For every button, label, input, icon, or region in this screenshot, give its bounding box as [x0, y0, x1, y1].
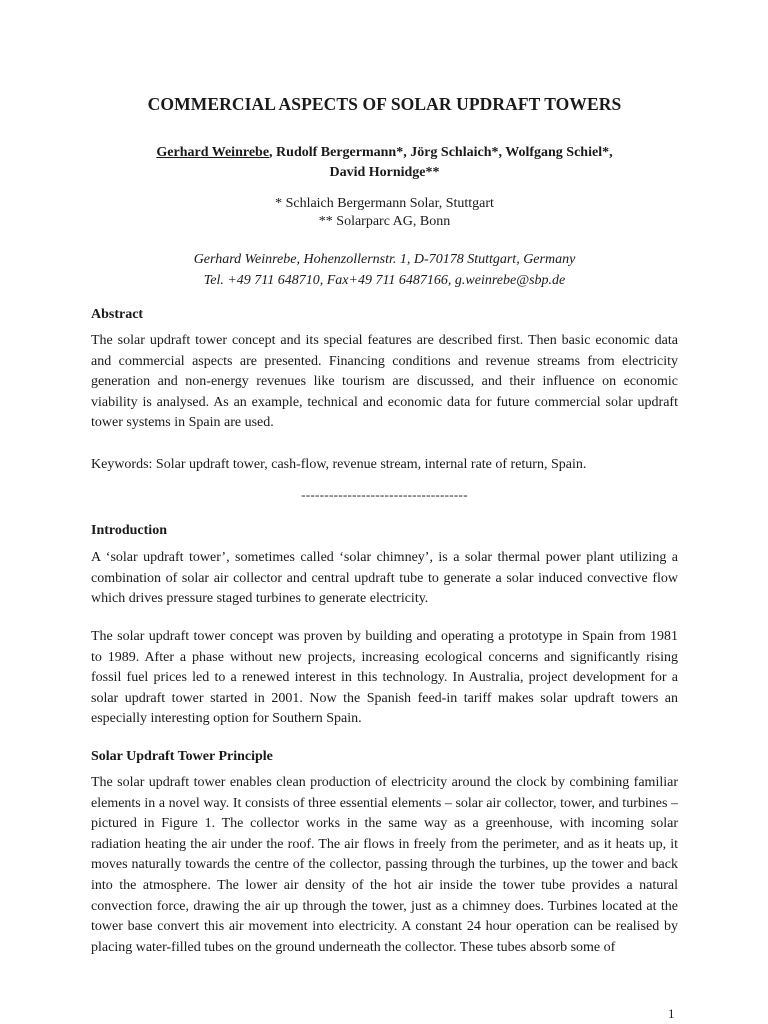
keywords: Keywords: Solar updraft tower, cash-flow, revenue stream, internal rate of return, Spain.	[91, 457, 587, 472]
affiliation-2: ** Solarparc AG, Bonn	[318, 214, 451, 229]
page-number: 1	[668, 1006, 675, 1021]
affiliations	[91, 195, 678, 231]
principle-paragraph-1: The solar updraft tower enables clean production of electricity around the clock by combining familiar elements in a novel way. It consists of three essential elements – solar air collector, tower, and turbines – pictured in Figure 1. The collector works in the same way as a greenhouse, with incoming solar radiation heating the air under the roof. The air flows in freely from the perimeter, and as it heats up, it moves naturally towards the centre of the collector, passing through the turbines, up the tower and back into the atmosphere. The lower air density of the hot air inside the tower tube provides a natural convection force, drawing the air up through the tower, just as a chimney does. Turbines located at the tower base convert this air movement into electricity. A constant 24 hour operation can be realised by placing water-filled tubes on the ground underneath the collector. These tubes absorb some of	[91, 775, 678, 955]
lead-author: Gerhard Weinrebe	[156, 145, 270, 160]
abstract-text: The solar updraft tower concept and its special features are described first. Then basic economic data and commercial aspects are presented. Financing conditions and revenue streams from electricity generation and non-energy revenues like tourism are discussed, and their influence on economic viability is analysed. As an example, technical and economic data for future commercial solar updraft tower systems in Spain are used.	[91, 333, 678, 431]
principle-heading: Solar Updraft Tower Principle	[91, 749, 273, 764]
author-line-1	[91, 143, 678, 163]
paper-title: COMMERCIAL ASPECTS OF SOLAR UPDRAFT TOWERS	[147, 94, 622, 114]
affiliation-1: * Schlaich Bergermann Solar, Stuttgart	[275, 196, 494, 211]
introduction-heading: Introduction	[91, 523, 167, 538]
abstract-heading: Abstract	[91, 307, 144, 322]
introduction-paragraph-1: A ‘solar updraft tower’, sometimes called ‘solar chimney’, is a solar thermal power plant utilizing a combination of solar air collector and central updraft tube to generate a solar induced convective flow which drives pressure staged turbines to generate electricity.	[91, 550, 678, 607]
contact-info	[91, 249, 678, 291]
author-list	[91, 143, 678, 183]
author-line-2: David Hornidge**	[329, 165, 440, 180]
co-authors: , Rudolf Bergermann*, Jörg Schlaich*, Wolfgang Schiel*,	[269, 145, 613, 160]
section-separator: ------------------------------------	[301, 487, 468, 502]
introduction-paragraph-2: The solar updraft tower concept was proven by building and operating a prototype in Spain from 1981 to 1989. After a phase without new projects, increasing ecological concerns and significantly rising fossil fuel prices led to a renewed interest in this technology. In Australia, project development for a solar updraft tower started in 2001. Now the Spanish feed-in tariff makes solar updraft towers an especially interesting option for Southern Spain.	[91, 629, 678, 727]
contact-phone-email: Tel. +49 711 648710, Fax+49 711 6487166, g.weinrebe@sbp.de	[203, 273, 566, 288]
contact-address: Gerhard Weinrebe, Hohenzollernstr. 1, D-70178 Stuttgart, Germany	[193, 252, 576, 267]
